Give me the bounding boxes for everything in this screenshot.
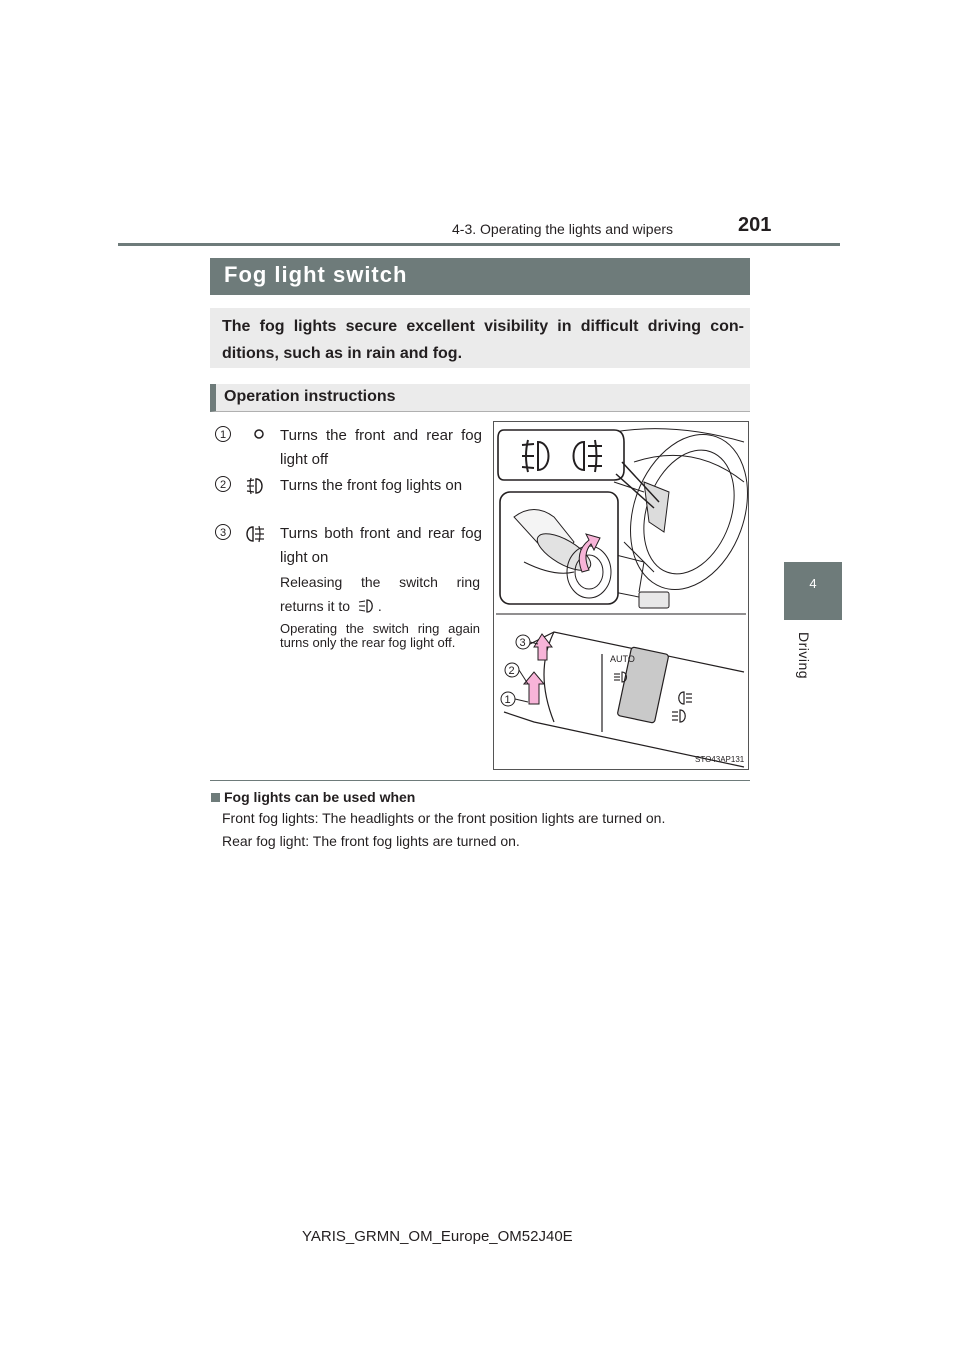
chapter-tab	[784, 562, 842, 620]
auto-label: AUTO	[610, 654, 635, 664]
chapter-tab-number: 4	[809, 576, 817, 591]
section-heading: 4-3. Operating the lights and wipers	[452, 221, 674, 237]
operation-heading: Operation instructions	[224, 388, 396, 405]
front-fog-icon	[244, 476, 266, 496]
note-releasing	[280, 570, 480, 618]
item-number-1: 1	[215, 426, 231, 442]
note-releasing-text: Releasing the switch ring returns it to	[280, 574, 480, 614]
lever-front-fog-icon	[672, 710, 685, 722]
front-rear-fog-icon	[244, 524, 268, 544]
section-rule	[210, 780, 750, 781]
fog-switch-illustration	[494, 422, 748, 769]
chapter-tab-label: Driving	[796, 632, 812, 680]
conditions-heading	[211, 789, 415, 805]
item-number-3: 3	[215, 524, 231, 540]
callout-3: 3	[519, 637, 526, 649]
note-operating: Operating the switch ring again turns only the rear fog light off.	[280, 621, 480, 650]
footer-doc-id: YARIS_GRMN_OM_Europe_OM52J40E	[302, 1228, 573, 1245]
page-title: Fog light switch	[224, 262, 408, 287]
header-rule	[118, 243, 840, 246]
arrow-2	[524, 672, 544, 704]
callout-1: 1	[504, 694, 511, 706]
item-number-2: 2	[215, 476, 231, 492]
note-period: .	[377, 598, 382, 614]
square-bullet-icon	[211, 793, 220, 802]
figure	[493, 421, 749, 770]
page-number: 201	[738, 214, 772, 236]
conditions-heading-text: Fog lights can be used when	[224, 789, 416, 805]
callout-2: 2	[508, 665, 515, 677]
item-text-2: Turns the front fog lights on	[280, 477, 463, 494]
lever-rear-fog-icon	[679, 692, 692, 704]
item-text-1: Turns the front and rear fog light off	[280, 427, 482, 468]
item-text-3: Turns both front and rear fog light on	[280, 525, 482, 566]
intro-text: The fog lights secure excellent visibility in difficult driving con-ditions, such as in rain and fog.	[222, 318, 744, 362]
front-fog-inline-icon	[356, 598, 376, 614]
off-icon	[253, 428, 265, 440]
figure-code: STO43AP131	[695, 755, 745, 764]
condition-front: Front fog lights: The headlights or the front position lights are turned on.	[222, 810, 666, 826]
icon-callout-box	[498, 430, 624, 480]
arrow-3	[534, 634, 552, 660]
condition-rear: Rear fog light: The front fog lights are turned on.	[222, 833, 520, 849]
